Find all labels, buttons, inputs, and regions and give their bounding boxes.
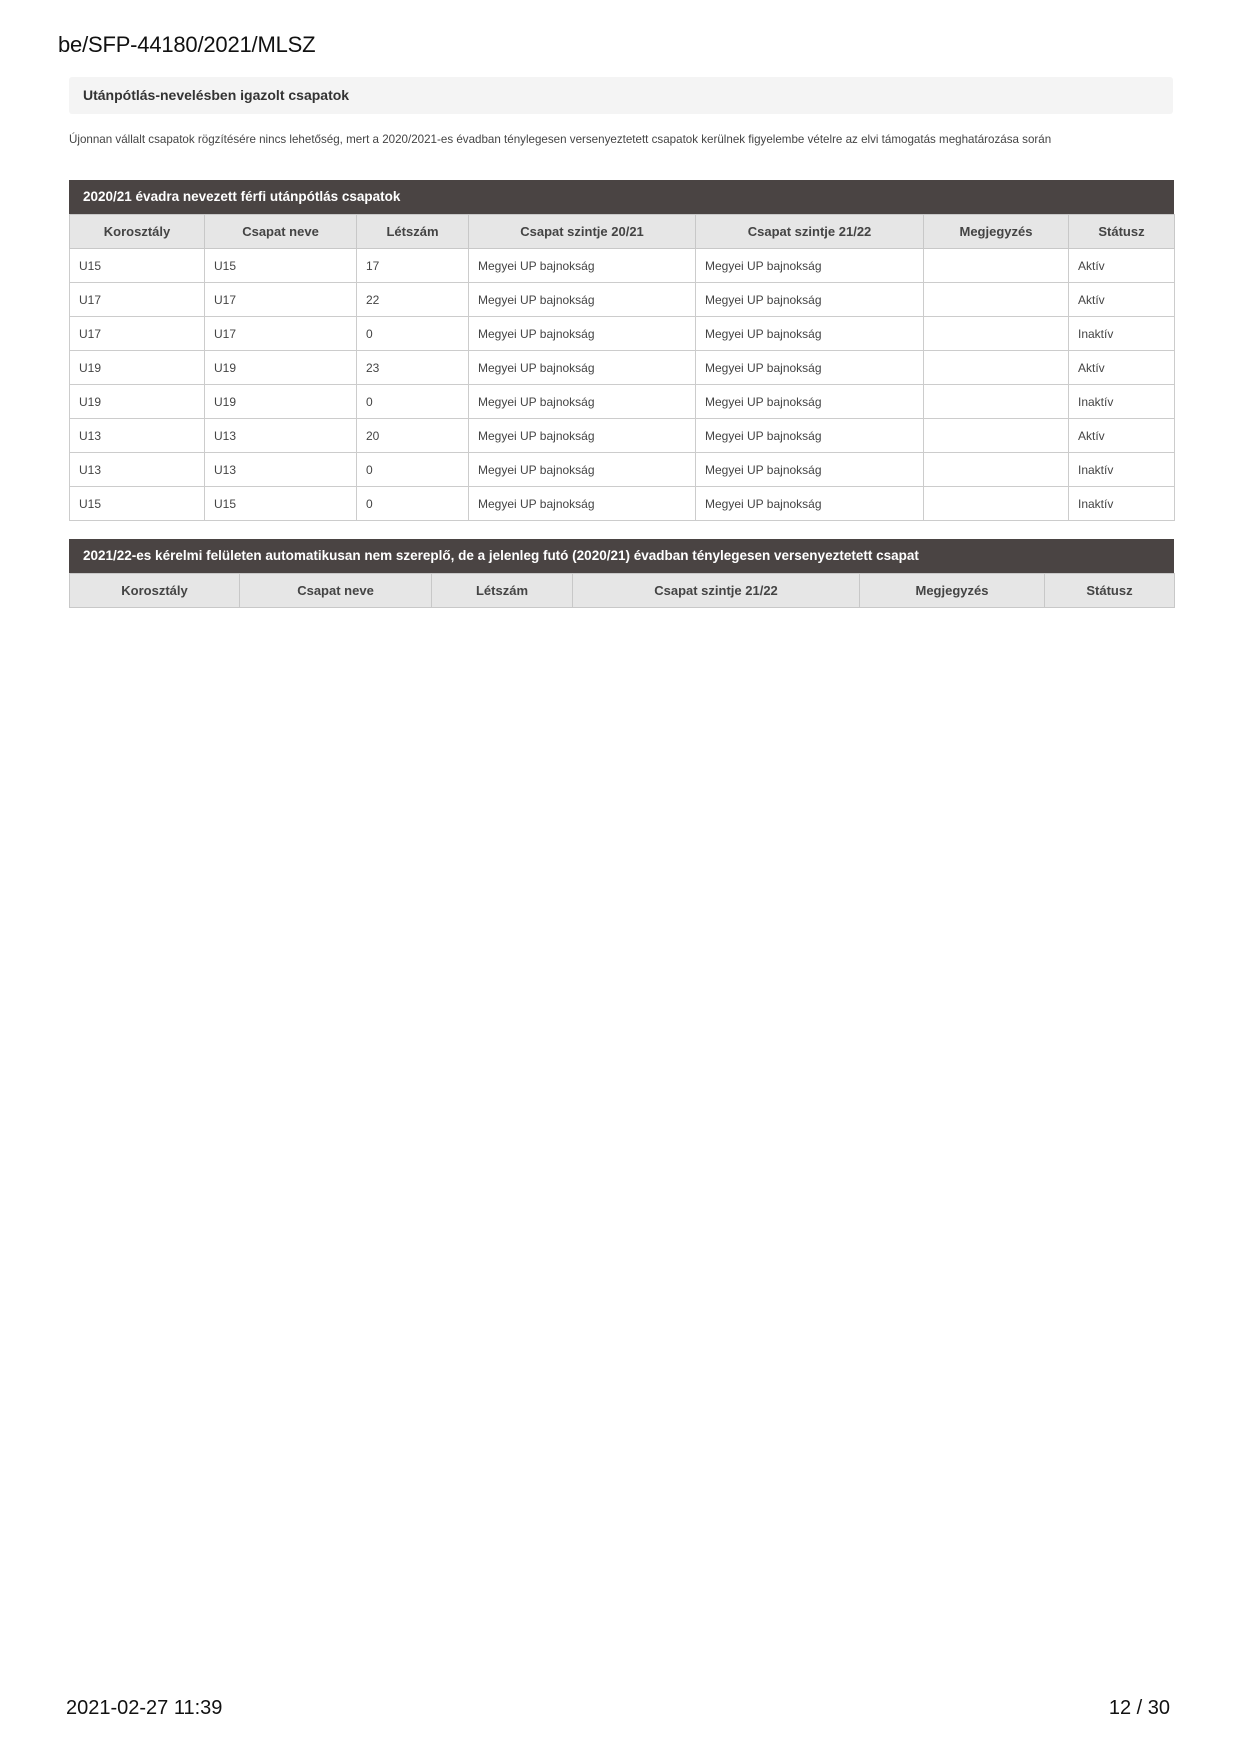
cell-level-21-22: Megyei UP bajnokság [696, 385, 924, 419]
cell-remark [924, 487, 1069, 521]
cell-level-20-21: Megyei UP bajnokság [469, 351, 696, 385]
table-title: 2021/22-es kérelmi felületen automatikusan nem szereplő, de a jelenleg futó (2020/21) évadban ténylegesen versenyeztetett csapat [69, 539, 1174, 573]
section-title: Utánpótlás-nevelésben igazolt csapatok [69, 77, 1173, 114]
cell-remark [924, 317, 1069, 351]
cell-level-20-21: Megyei UP bajnokság [469, 249, 696, 283]
cell-team-name: U19 [205, 385, 357, 419]
cell-level-20-21: Megyei UP bajnokság [469, 385, 696, 419]
cell-level-21-22: Megyei UP bajnokság [696, 283, 924, 317]
cell-team-name: U13 [205, 419, 357, 453]
column-header-team-name: Csapat neve [240, 574, 432, 608]
cell-headcount: 17 [357, 249, 469, 283]
cell-level-20-21: Megyei UP bajnokság [469, 453, 696, 487]
column-header-level-20-21: Csapat szintje 20/21 [469, 215, 696, 249]
cell-age-group: U17 [70, 283, 205, 317]
cell-headcount: 0 [357, 317, 469, 351]
table-row [70, 385, 1175, 419]
column-header-status: Státusz [1045, 574, 1175, 608]
cell-level-20-21: Megyei UP bajnokság [469, 419, 696, 453]
cell-level-21-22: Megyei UP bajnokság [696, 351, 924, 385]
column-header-level-21-22: Csapat szintje 21/22 [573, 574, 860, 608]
cell-level-21-22: Megyei UP bajnokság [696, 249, 924, 283]
cell-status: Inaktív [1069, 385, 1175, 419]
cell-status: Aktív [1069, 249, 1175, 283]
column-header-age-group: Korosztály [70, 215, 205, 249]
table-title: 2020/21 évadra nevezett férfi utánpótlás csapatok [69, 180, 1174, 214]
table-row [70, 317, 1175, 351]
table-row [70, 283, 1175, 317]
cell-team-name: U17 [205, 317, 357, 351]
column-header-remark: Megjegyzés [860, 574, 1045, 608]
cell-remark [924, 453, 1069, 487]
cell-age-group: U19 [70, 385, 205, 419]
teams-2021-22-table-block [69, 539, 1174, 608]
table-row [70, 419, 1175, 453]
cell-headcount: 22 [357, 283, 469, 317]
cell-age-group: U15 [70, 249, 205, 283]
cell-headcount: 0 [357, 487, 469, 521]
column-header-team-name: Csapat neve [205, 215, 357, 249]
cell-level-20-21: Megyei UP bajnokság [469, 487, 696, 521]
table-row [70, 453, 1175, 487]
cell-status: Inaktív [1069, 487, 1175, 521]
column-header-headcount: Létszám [357, 215, 469, 249]
cell-status: Inaktív [1069, 317, 1175, 351]
cell-team-name: U15 [205, 249, 357, 283]
cell-team-name: U13 [205, 453, 357, 487]
teams-2020-21-table-block [69, 180, 1174, 521]
notice-text: Újonnan vállalt csapatok rögzítésére nincs lehetőség, mert a 2020/2021-es évadban ténylegesen versenyeztetett csapatok kerülnek figyelembe vételre az elvi támogatás meghatározása során [69, 133, 1052, 146]
column-header-remark: Megjegyzés [924, 215, 1069, 249]
cell-status: Aktív [1069, 283, 1175, 317]
table-row [70, 351, 1175, 385]
table-header-row [70, 215, 1175, 249]
column-header-age-group: Korosztály [70, 574, 240, 608]
table-header-row [70, 574, 1175, 608]
cell-level-20-21: Megyei UP bajnokság [469, 283, 696, 317]
cell-status: Aktív [1069, 419, 1175, 453]
table-row [70, 249, 1175, 283]
cell-level-21-22: Megyei UP bajnokság [696, 453, 924, 487]
cell-remark [924, 249, 1069, 283]
cell-headcount: 23 [357, 351, 469, 385]
cell-age-group: U13 [70, 419, 205, 453]
teams-2021-22-table [69, 573, 1175, 608]
cell-remark [924, 351, 1069, 385]
cell-status: Aktív [1069, 351, 1175, 385]
cell-headcount: 0 [357, 453, 469, 487]
cell-status: Inaktív [1069, 453, 1175, 487]
cell-team-name: U17 [205, 283, 357, 317]
footer-page-number: 12 / 30 [1108, 1697, 1170, 1719]
cell-level-21-22: Megyei UP bajnokság [696, 419, 924, 453]
cell-age-group: U15 [70, 487, 205, 521]
cell-age-group: U13 [70, 453, 205, 487]
cell-level-21-22: Megyei UP bajnokság [696, 487, 924, 521]
column-header-level-21-22: Csapat szintje 21/22 [696, 215, 924, 249]
cell-team-name: U15 [205, 487, 357, 521]
cell-remark [924, 419, 1069, 453]
cell-level-21-22: Megyei UP bajnokság [696, 317, 924, 351]
cell-age-group: U17 [70, 317, 205, 351]
document-reference: be/SFP-44180/2021/MLSZ [58, 32, 316, 57]
teams-2020-21-table [69, 214, 1175, 521]
cell-level-20-21: Megyei UP bajnokság [469, 317, 696, 351]
column-header-status: Státusz [1069, 215, 1175, 249]
cell-remark [924, 283, 1069, 317]
column-header-headcount: Létszám [432, 574, 573, 608]
cell-headcount: 0 [357, 385, 469, 419]
cell-remark [924, 385, 1069, 419]
cell-age-group: U19 [70, 351, 205, 385]
table-row [70, 487, 1175, 521]
footer-datetime: 2021-02-27 11:39 [66, 1697, 223, 1719]
cell-headcount: 20 [357, 419, 469, 453]
cell-team-name: U19 [205, 351, 357, 385]
